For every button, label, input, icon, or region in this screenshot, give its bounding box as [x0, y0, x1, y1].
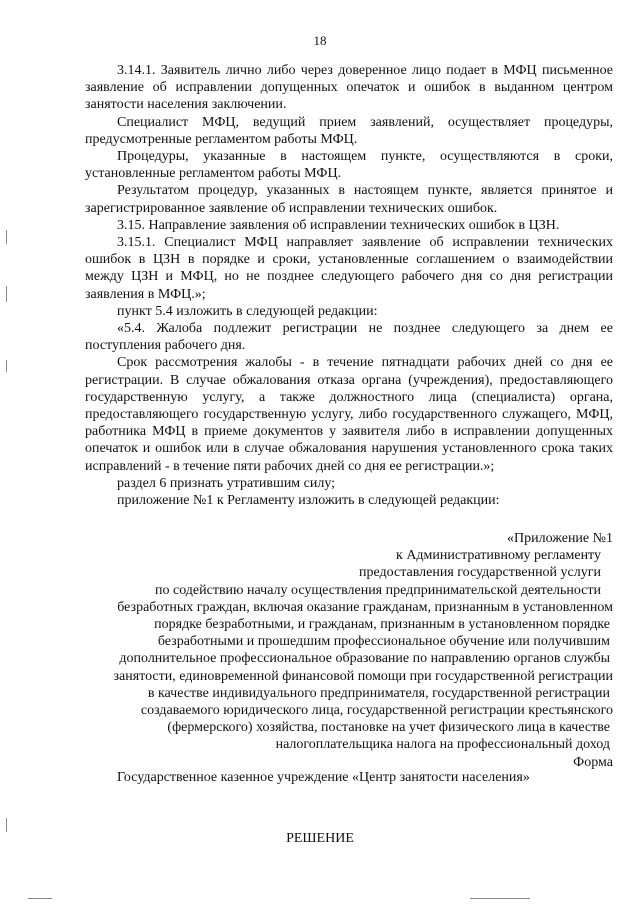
scan-mark [6, 286, 7, 302]
appendix-line: (фермерского) хозяйства, постановке на учет физического лица в качестве [167, 720, 610, 736]
appendix-line: налогоплательщика налога на профессиональный доход [275, 737, 610, 753]
appendix-line: создаваемого юридического лица, государственной регистрации крестьянского [140, 703, 613, 719]
paragraph: Срок рассмотрения жалобы - в течение пятнадцати рабочих дней со дня ее регистрации. В случае обжалования отказа органа (учреждения), предоставляющего государственную услугу, а также должностного лица (специалиста) органа, предоставляющего государственную услугу, либо государственного служащего, МФЦ, работника МФЦ в приеме документов у заявителя либо в исправлении допущенных опечаток и ошибок или в случае обжалования нарушения установленного срока таких исправлений - в течение пяти рабочих дней со дня ее регистрации.»; [85, 355, 613, 474]
appendix-line: порядке безработными, и гражданам, признанным в установленном порядке [154, 617, 610, 633]
scan-mark [470, 898, 530, 899]
page-number: 18 [313, 33, 327, 48]
appendix-line: «Приложение №1 [507, 531, 613, 546]
appendix-line: Форма [573, 754, 613, 770]
paragraph: 3.14.1. Заявитель лично либо через доверенное лицо подает в МФЦ письменное заявление об исправлении допущенных опечаток и ошибок в выданном центром занятости населения заключении. [85, 63, 613, 113]
appendix-line: безработных граждан, включая оказание гражданам, признанным в установленном [117, 599, 613, 615]
appendix-line: безработными и прошедшим профессиональное обучение или получившим [157, 634, 610, 650]
paragraph: «5.4. Жалоба подлежит регистрации не позднее следующего за днем ее поступления рабочего дня. [85, 321, 613, 354]
paragraph: Специалист МФЦ, ведущий прием заявлений, осуществляет процедуры, предусмотренные регламентом работы МФЦ. [85, 114, 613, 147]
paragraph: Результатом процедур, указанных в настоящем пункте, является принятое и зарегистрированное заявление об исправлении технических ошибок. [85, 183, 613, 216]
paragraph: пункт 5.4 изложить в следующей редакции: [117, 303, 378, 319]
paragraph: 3.15. Направление заявления об исправлении технических ошибок в ЦЗН. [117, 217, 560, 233]
appendix-line: в качестве индивидуального предпринимателя, государственной регистрации [147, 685, 610, 701]
organization-name: Государственное казенное учреждение «Центр занятости населения» [117, 770, 530, 785]
appendix-line: занятости, единовременной финансовой помощи при государственной регистрации [113, 668, 613, 684]
appendix-header [85, 530, 613, 771]
appendix-line: к Административному регламенту [396, 548, 601, 564]
body-text [85, 62, 613, 509]
scan-mark [6, 818, 7, 832]
appendix-line: предоставления государственной услуги [359, 565, 601, 581]
paragraph: раздел 6 признать утратившим силу; [117, 475, 336, 491]
scan-mark [6, 230, 7, 244]
scan-mark [6, 360, 7, 372]
paragraph: Процедуры, указанные в настоящем пункте, осуществляются в сроки, установленные регламентом работы МФЦ. [85, 149, 613, 182]
scan-mark [28, 898, 52, 899]
appendix-line: по содействию началу осуществления предпринимательской деятельности [154, 582, 601, 598]
paragraph: 3.15.1. Специалист МФЦ направляет заявление об исправлении технических ошибок в ЦЗН в порядке и сроки, установленные соглашением о взаимодействии между ЦЗН и МФЦ, но не позднее следующего рабочего дня со дня регистрации заявления в МФЦ.»; [85, 235, 613, 302]
appendix-line: дополнительное профессиональное образование по направлению органов службы [119, 651, 610, 667]
decision-heading: РЕШЕНИЕ [286, 831, 354, 846]
paragraph: приложение №1 к Регламенту изложить в следующей редакции: [117, 493, 500, 509]
